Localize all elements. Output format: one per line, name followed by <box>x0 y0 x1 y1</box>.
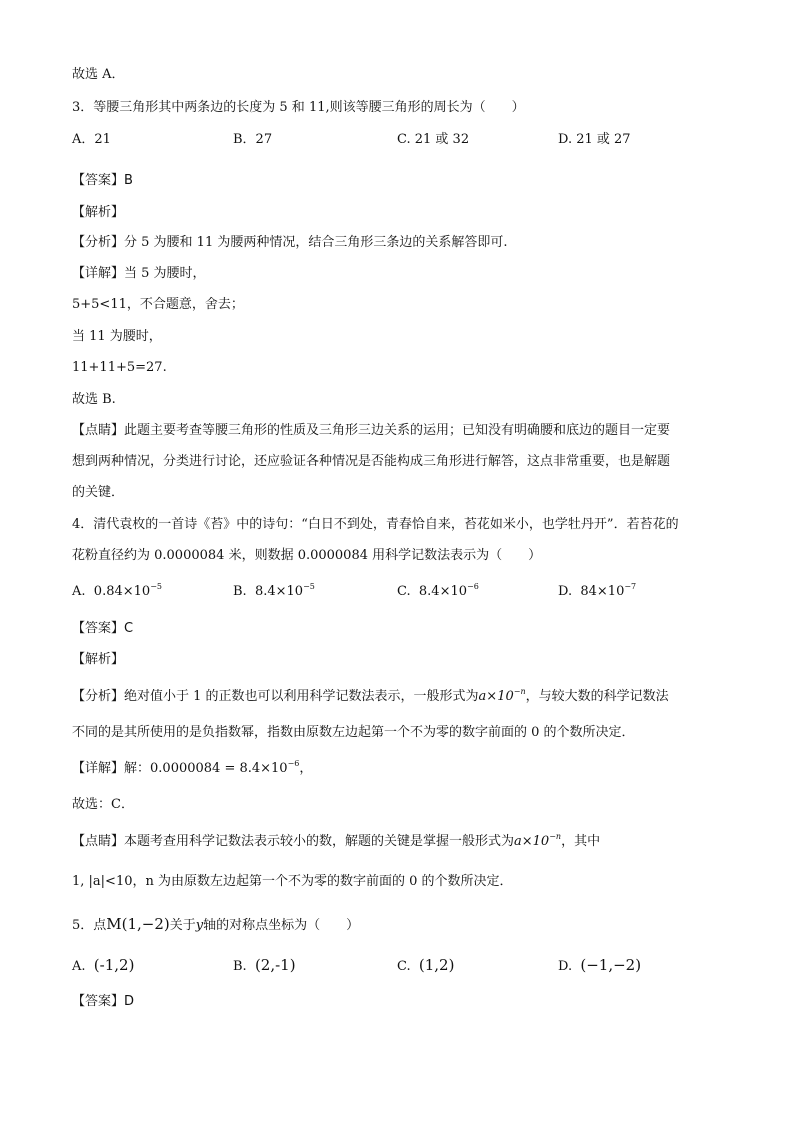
q3-choose: 故选 B. <box>72 392 116 407</box>
q4-option-c: C. $8.4\times 10^{-6}$ <box>397 582 479 599</box>
q5-option-b: B. (2,-1) <box>233 956 296 974</box>
q3-dianjing-line-1: 【点睛】此题主要考查等腰三角形的性质及三角形三边关系的运用；已知没有明确腰和底边的题目一定要 <box>72 423 671 438</box>
question-4-stem-line-1: 4．清代袁枚的一首诗《苔》中的诗句：“白日不到处，青春恰自来，苔花如米小，也学牡丹开”．若苔花的 <box>72 517 679 532</box>
q4-jiexi-heading: 【解析】 <box>72 652 125 667</box>
q4-option-b: B. $8.4\times 10^{-5}$ <box>233 582 315 599</box>
q4-dianjing-line-1: 【点睛】本题考查用科学记数法表示较小的数，解题的关键是掌握一般形式为$a\times 10^{-n}$，其中 <box>72 832 601 849</box>
q3-dianjing-line-2: 想到两种情况，分类进行讨论，还应验证各种情况是否能构成三角形进行解答，这点非常重要，也是解题 <box>72 454 671 469</box>
question-4-stem-line-2: 花粉直径约为 0.0000084 米，则数据 0.0000084 用科学记数法表示为（ ） <box>72 548 542 563</box>
q3-option-c: C. 21 或 32 <box>397 132 470 147</box>
previous-answer-line: 故选 A． <box>72 67 125 82</box>
q4-option-d: D. $84\times 10^{-7}$ <box>558 582 637 599</box>
q4-dianjing-line-2: 1, |a|<10，n 为由原数左边起第一个不为零的数字前面的 0 的个数所决定． <box>72 874 513 889</box>
q3-answer: 【答案】B <box>72 173 133 188</box>
q4-answer: 【答案】C <box>72 621 134 636</box>
q4-fenxi-line-1: 【分析】绝对值小于 1 的正数也可以利用科学记数法表示，一般形式为$a\times 10^{-n}$，与较大数的科学记数法 <box>72 687 669 704</box>
q5-answer: 【答案】D <box>72 994 135 1009</box>
q4-xiangjie: 【详解】解：$0.0000084 = 8.4\times 10^{-6}$， <box>72 759 313 776</box>
question-3-stem: 3．等腰三角形其中两条边的长度为 5 和 11,则该等腰三角形的周长为（ ） <box>72 100 525 115</box>
q3-option-b: B．27 <box>233 132 273 147</box>
q3-step-3: 11+11+5=27. <box>72 360 167 375</box>
q3-option-d: D. 21 或 27 <box>558 132 631 147</box>
q3-dianjing-line-3: 的关键． <box>72 485 125 500</box>
question-5-stem: 5．点M(1,−2)关于y轴的对称点坐标为（ ） <box>72 915 360 933</box>
q3-xiangjie: 【详解】当 5 为腰时， <box>72 266 206 281</box>
q3-option-a: A．21 <box>72 132 111 147</box>
q3-step-1: 5+5<11，不合题意，舍去； <box>72 297 244 312</box>
q4-option-a: A. $0.84\times 10^{-5}$ <box>72 582 162 599</box>
q3-jiexi-heading: 【解析】 <box>72 205 125 220</box>
q4-choose: 故选：C． <box>72 797 134 812</box>
q5-option-a: A. (-1,2) <box>72 956 135 974</box>
q4-fenxi-line-2: 不同的是其所使用的是负指数幂，指数由原数左边起第一个不为零的数字前面的 0 的个数所决定． <box>72 725 635 740</box>
q5-option-d: D. (−1,−2) <box>558 956 642 974</box>
q3-step-2: 当 11 为腰时， <box>72 329 162 344</box>
q3-fenxi: 【分析】分 5 为腰和 11 为腰两种情况，结合三角形三条边的关系解答即可. <box>72 235 508 250</box>
q5-option-c: C. (1,2) <box>397 956 455 974</box>
